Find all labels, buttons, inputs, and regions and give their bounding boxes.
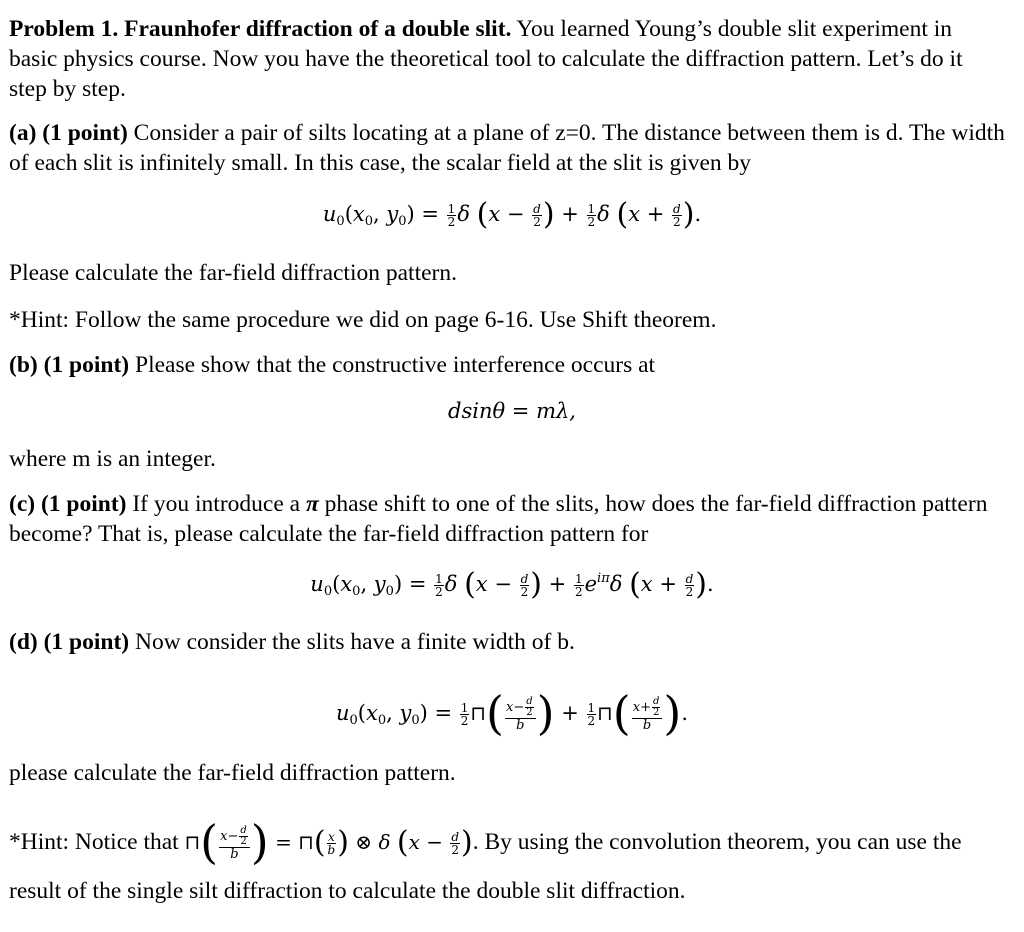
part-c-paragraph	[9, 489, 1006, 549]
part-c-label: (c) (1 point)	[9, 491, 127, 517]
part-b-text: Please show that the constructive interference occurs at	[135, 352, 656, 378]
part-d-hint-end: . By using the convolution theorem, you can use the result of the single silt diffraction to calculate the double slit diffraction.	[9, 829, 962, 904]
part-a-label: (a) (1 point)	[9, 120, 128, 146]
part-a-hint: *Hint: Follow the same procedure we did on page 6-16. Use Shift theorem.	[9, 307, 717, 333]
part-b-after: where m is an integer.	[9, 446, 216, 472]
part-d-after: please calculate the far-field diffraction pattern.	[9, 760, 456, 786]
part-a-text: Consider a pair of silts locating at a plane of z=0. The distance between them is d. The width of each slit is infinitely small. In this case, the scalar field at the slit is given by	[9, 120, 1005, 176]
equation-b: dsinθ = mλ,	[448, 399, 576, 423]
hint-math: ⊓( x− $\frac{d}{2}$ b ) = ⊓( $\frac{x}{b}$ ) ⊗ δ (x − $\frac{d}{2}$ )	[184, 815, 473, 869]
part-d-hint	[9, 815, 1006, 915]
problem-intro-text: You learned Young’s double slit experiment in basic physics course. Now you have the theoretical tool to calculate the diffraction pattern. Let’s do it step by step.	[9, 16, 963, 102]
part-d-hint-start: *Hint: Notice that	[9, 829, 179, 855]
part-d-text: Now consider the slits have a finite width of b.	[135, 629, 575, 655]
problem-title: Problem 1. Fraunhofer diffraction of a double slit.	[9, 16, 512, 42]
part-a-after: Please calculate the far-field diffraction pattern.	[9, 260, 457, 286]
part-b-paragraph	[9, 350, 1006, 380]
problem-intro	[9, 14, 1006, 104]
equation-d: $u_0(x_0$, $y_0$) = $\frac{1}{2}$ ⊓( x− $\frac{d}{2}$ b ) + $\frac{1}{2}$ ⊓( x+ $\frac{d}{2}$ b ).	[335, 686, 689, 740]
part-d-paragraph	[9, 627, 1006, 657]
equation-a: $u_0(x_0$, $y_0$) = $\frac{1}{2}$ δ (x − $\frac{d}{2}$ ) + $\frac{1}{2}$ δ (x + $\frac{d}{2}$ ).	[322, 197, 702, 232]
part-b-label: (b) (1 point)	[9, 352, 130, 378]
part-c-text-start: If you introduce a	[132, 491, 301, 517]
part-a-paragraph	[9, 118, 1006, 178]
pi-symbol: π	[305, 491, 319, 517]
part-c-text-end: phase shift to one of the slits, how does the far-field diffraction pattern become? That is, please calculate the far-field diffraction pattern for	[9, 491, 988, 547]
part-d-label: (d) (1 point)	[9, 629, 130, 655]
equation-c: $u_0(x_0$, $y_0$) = $\frac{1}{2}$ δ (x − $\frac{d}{2}$ ) + $\frac{1}{2}$ $e^{i\pi}\delta$ (x + $\frac{d}{2}$ ).	[310, 567, 714, 602]
